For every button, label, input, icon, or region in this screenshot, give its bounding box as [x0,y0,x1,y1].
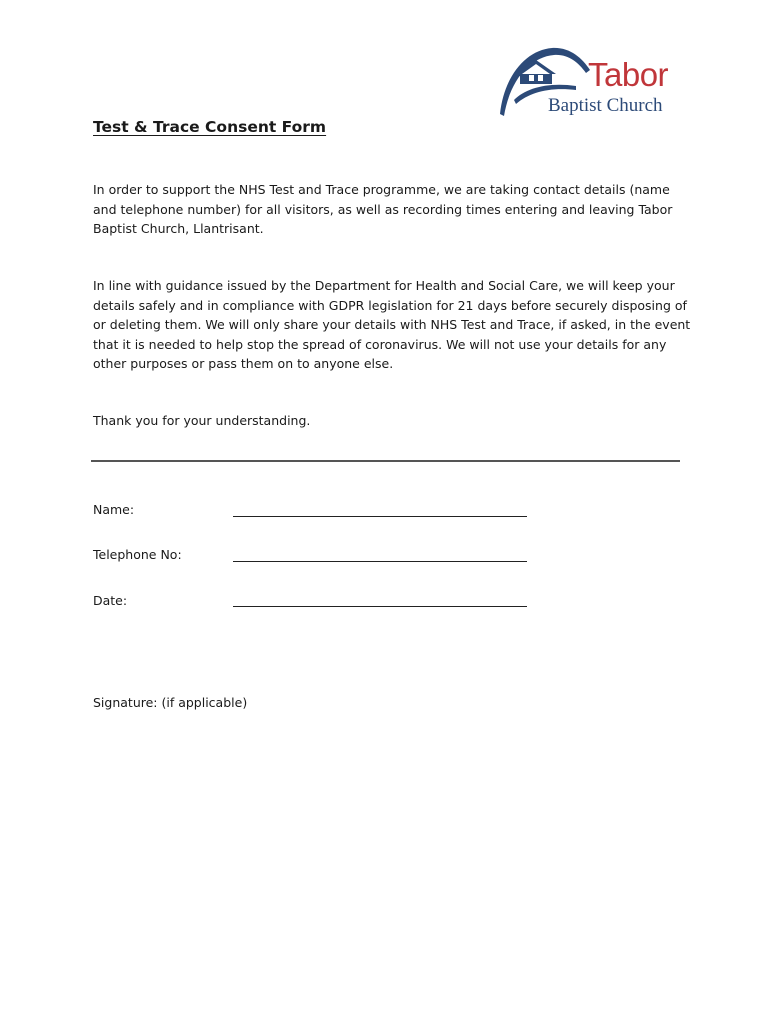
section-divider [91,460,680,462]
name-field[interactable] [233,516,527,517]
telephone-field[interactable] [233,561,527,562]
church-logo [496,40,686,120]
logo-name-baptist-church: Baptist Church [548,95,663,116]
date-field[interactable] [233,606,527,607]
name-label: Name: [93,502,135,517]
signature-label: Signature: (if applicable) [93,695,248,710]
telephone-label: Telephone No: [93,547,182,562]
logo-name-tabor: Tabor [588,56,669,93]
data-policy-paragraph: In line with guidance issued by the Department for Health and Social Care, we will keep your details safely and in compliance with GDPR legislation for 21 days before securely disposing of or deleting them. We will only share your details with NHS Test and Trace, if asked, in the event that it is needed to help stop the spread of coronavirus. We will not use your details for any other purposes or pass them on to anyone else. [93,278,691,371]
form-title: Test & Trace Consent Form [93,118,327,136]
date-label: Date: [93,593,128,608]
intro-paragraph: In order to support the NHS Test and Trace programme, we are taking contact details (name and telephone number) for all visitors, as well as recording times entering and leaving Tabor Baptist Church, Llantrisant. [93,182,673,236]
thank-you-paragraph: Thank you for your understanding. [93,413,311,428]
